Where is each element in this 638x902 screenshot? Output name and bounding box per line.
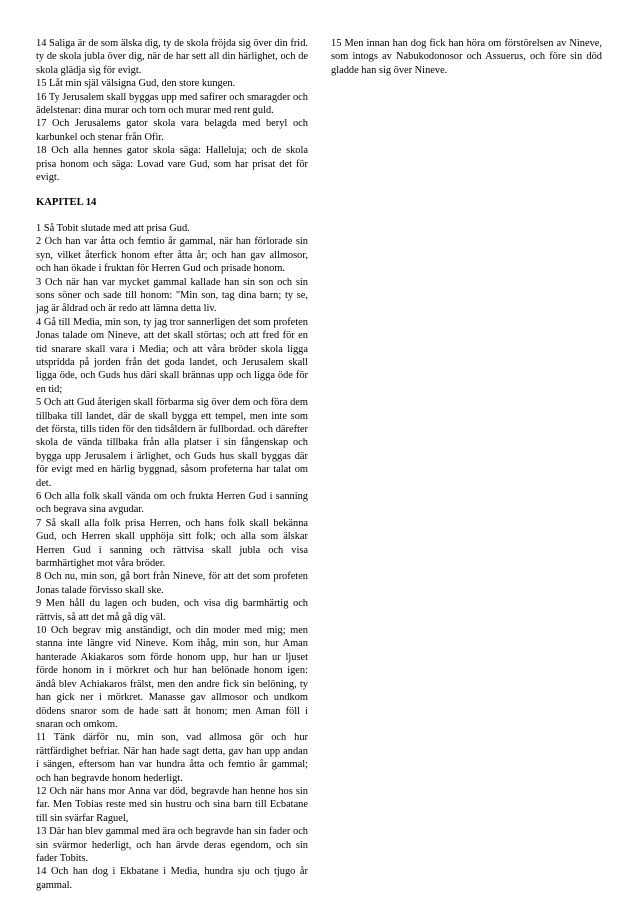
- verse-13-17: 17 Och Jerusalems gator skola vara belagda med beryl och karbunkel och stenar från Ofir.: [36, 118, 308, 143]
- verse-14-11: 11 Tänk därför nu, min son, vad allmosa gör och hur rättfärdighet befriar. När han hade sagt detta, gav han upp andan i sängen, eftersom han var hundra åtta och femtio år gammal; och han begravde honom hederligt.: [36, 732, 308, 784]
- verse-14-3: 3 Och när han var mycket gammal kallade han sin son och sin sons söner och sade till honom: "Min son, tag dina barn; ty se, jag är åldrad och är redo att lämna detta liv.: [36, 276, 308, 315]
- verse-13-14: 14 Saliga är de som älska dig, ty de skola fröjda sig över din frid. ty de skola jubla över dig, när de har sett all din härlighet, och de skola glädja sig för evigt.: [36, 38, 308, 76]
- chapter-heading: KAPITEL 14: [36, 197, 97, 209]
- verse-13-15: 15 Låt min själ välsigna Gud, den store kungen.: [36, 78, 236, 90]
- verse-14-14: 14 Och han dog i Ekbatane i Media, hundra sju och tjugo år gammal.: [36, 866, 308, 891]
- verse-14-1: 1 Så Tobit slutade med att prisa Gud.: [36, 222, 190, 234]
- verse-14-6: 6 Och alla folk skall vända om och frukta Herren Gud i sanning och begrava sina avgudar.: [36, 491, 308, 516]
- verse-14-5: 5 Och att Gud återigen skall förbarma sig över dem och föra dem tillbaka till landet, där de skall bygga ett tempel, men inte som det första, tills tiden för den tidsåldern är fullbordad. och därefter skola de vända tillbaka från alla platser i sin fångenskap och bygga upp Jerusalem i ärlighet, och Guds hus skall byggas där för evigt med en härlig byggnad, såsom profeterna har talat om det.: [36, 397, 308, 489]
- verse-14-4: 4 Gå till Media, min son, ty jag tror sannerligen det som profeten Jonas talade om Nineve, att det skall störtas; och att fred för en tid snarare skall vara i Media; och att våra bröder skola ligga utspridda på jorden från det goda landet, och Jerusalem skall ligga öde, och Guds hus däri skall brännas upp och ligga öde för en tid;: [36, 316, 308, 395]
- verse-13-18: 18 Och alla hennes gator skola säga: Halleluja; och de skola prisa honom och säga: Lovad vare Gud, som har prisat det för evigt.: [36, 145, 308, 184]
- verse-14-12: 12 Och när hans mor Anna var död, begravde han henne hos sin far. Men Tobias reste med sin hustru och sina barn till Ecbatane till sin svärfar Raguel,: [36, 785, 308, 824]
- verse-14-13: 13 Där han blev gammal med ära och begravde han sin fader och sin svärmor hederligt, och han ärvde deras egendom, och sin fader Tobits.: [36, 826, 308, 864]
- right-column: [331, 37, 602, 77]
- left-column: [36, 37, 308, 892]
- verse-14-2: 2 Och han var åtta och femtio år gammal, när han förlorade sin syn, vilket återfick honom efter åtta år; och han gav allmosor, och han ökade i fruktan för Herren Gud och prisade honom.: [36, 236, 308, 275]
- verse-14-10: 10 Och begrav mig anständigt, och din moder med mig; men stanna inte längre vid Nineve. Kom ihåg, min son, hur Aman hanterade Akiakaros som förde honom upp, hur han ur ljuset förde honom in i mörkret och hur han belönade honom igen: ändå blev Achiakaros frälst, men den andre fick sin belöning, ty han gick ner i mörkret. Manasse gav allmosor och undkom dödens snaror som de hade satt åt honom; men Aman föll i snaran och omkom.: [36, 625, 308, 730]
- verse-14-8: 8 Och nu, min son, gå bort från Nineve, för att det som profeten Jonas talade förvisso skall ske.: [36, 571, 308, 596]
- verse-14-9: 9 Men håll du lagen och buden, och visa dig barmhärtig och rättvis, så att det må gå dig väl.: [36, 598, 308, 623]
- verse-14-15: 15 Men innan han dog fick han höra om förstörelsen av Nineve, som intogs av Nabukodonosor och Assuerus, och före sin död gladde han sig över Nineve.: [331, 38, 602, 76]
- verse-13-16: 16 Ty Jerusalem skall byggas upp med safirer och smaragder och ädelstenar: dina murar och torn och murar med rent guld.: [36, 91, 308, 117]
- verse-14-7: 7 Så skall alla folk prisa Herren, och hans folk skall bekänna Gud, och Herren skall upphöja sitt folk; och alla som älskar Herren Gud i sanning och rättvisa skall jubla och visa barmhärtighet mot våra bröder.: [36, 517, 308, 570]
